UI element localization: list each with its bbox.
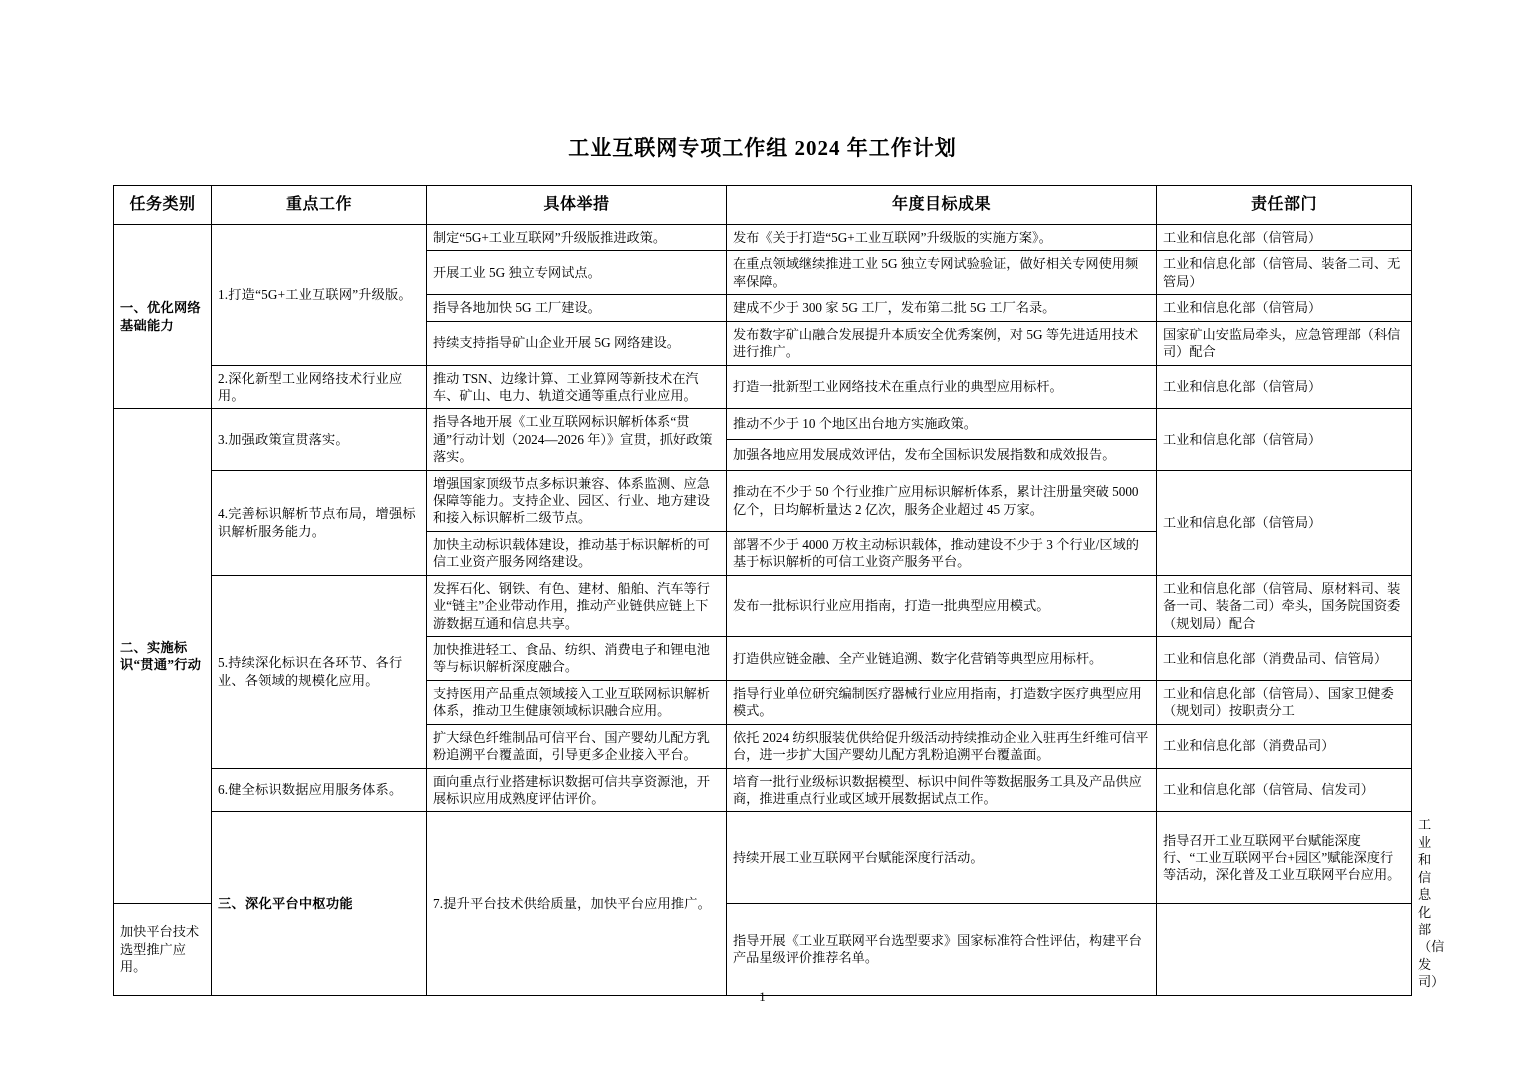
table-row — [114, 470, 1412, 531]
cell-goal: 建成不少于 300 家 5G 工厂，发布第二批 5G 工厂名录。 — [727, 295, 1157, 321]
cell-department: 工业和信息化部（信管局） — [1157, 470, 1412, 575]
page-title: 工业互联网专项工作组 2024 年工作计划 — [568, 136, 957, 160]
page-number: 1 — [759, 989, 766, 1004]
cell-key-work: 7.提升平台技术供给质量，加快平台应用推广。 — [427, 812, 727, 995]
cell-goal: 培育一批行业级标识数据模型、标识中间件等数据服务工具及产品供应商，推进重点行业或区域开展数据试点工作。 — [727, 768, 1157, 812]
column-header-goals: 年度目标成果 — [727, 186, 1157, 225]
cell-category: 二、实施标识“贯通”行动 — [114, 409, 212, 904]
column-header-department: 责任部门 — [1157, 186, 1412, 225]
cell-measure: 持续支持指导矿山企业开展 5G 网络建设。 — [427, 321, 727, 365]
cell-goal: 指导开展《工业互联网平台选型要求》国家标准符合性评估，构建平台产品星级评价推荐名单。 — [727, 904, 1157, 996]
cell-measure: 面向重点行业搭建标识数据可信共享资源池，开展标识应用成熟度评估评价。 — [427, 768, 727, 812]
cell-measure: 指导各地加快 5G 工厂建设。 — [427, 295, 727, 321]
column-header-measures: 具体举措 — [427, 186, 727, 225]
cell-goal: 加强各地应用发展成效评估，发布全国标识发展指数和成效报告。 — [727, 440, 1157, 471]
cell-goal: 打造供应链金融、全产业链追溯、数字化营销等典型应用标杆。 — [727, 637, 1157, 681]
cell-category: 三、深化平台中枢功能 — [212, 812, 427, 995]
cell-goal: 部署不少于 4000 万枚主动标识载体，推动建设不少于 3 个行业/区域的基于标识解析的可信工业资产服务平台。 — [727, 531, 1157, 575]
cell-key-work: 3.加强政策宣贯落实。 — [212, 409, 427, 470]
table-row — [114, 225, 1412, 251]
cell-measure: 指导各地开展《工业互联网标识解析体系“贯通”行动计划（2024—2026 年）》宣贯，抓好政策落实。 — [427, 409, 727, 470]
cell-measure: 持续开展工业互联网平台赋能深度行活动。 — [727, 812, 1157, 904]
cell-measure: 开展工业 5G 独立专网试点。 — [427, 251, 727, 295]
cell-key-work: 1.打造“5G+工业互联网”升级版。 — [212, 225, 427, 366]
cell-goal: 发布一批标识行业应用指南，打造一批典型应用模式。 — [727, 575, 1157, 636]
table-row — [114, 768, 1412, 812]
cell-goal: 在重点领域继续推进工业 5G 独立专网试验验证，做好相关专网使用频率保障。 — [727, 251, 1157, 295]
cell-category: 一、优化网络基础能力 — [114, 225, 212, 409]
table-row — [114, 409, 1412, 440]
cell-department: 工业和信息化部（信管局、原材料司、装备一司、装备二司）牵头，国务院国资委（规划局）配合 — [1157, 575, 1412, 636]
cell-measure: 加快推进轻工、食品、纺织、消费电子和锂电池等与标识解析深度融合。 — [427, 637, 727, 681]
cell-key-work: 4.完善标识解析节点布局，增强标识解析服务能力。 — [212, 470, 427, 575]
cell-key-work: 6.健全标识数据应用服务体系。 — [212, 768, 427, 812]
cell-department: 工业和信息化部（消费品司、信管局） — [1157, 637, 1412, 681]
cell-department: 工业和信息化部（信管局） — [1157, 409, 1412, 470]
cell-goal: 推动不少于 10 个地区出台地方实施政策。 — [727, 409, 1157, 440]
cell-measure: 增强国家顶级节点多标识兼容、体系监测、应急保障等能力。支持企业、园区、行业、地方建设和接入标识解析二级节点。 — [427, 470, 727, 531]
table-row — [114, 365, 1412, 409]
cell-key-work: 5.持续深化标识在各环节、各行业、各领域的规模化应用。 — [212, 575, 427, 768]
work-plan-table — [113, 185, 1445, 996]
cell-department: 工业和信息化部（信管局） — [1157, 365, 1412, 409]
cell-key-work: 2.深化新型工业网络技术行业应用。 — [212, 365, 427, 409]
cell-department: 工业和信息化部（信管局、装备二司、无管局） — [1157, 251, 1412, 295]
column-header-category: 任务类别 — [114, 186, 212, 225]
cell-measure: 加快主动标识载体建设，推动基于标识解析的可信工业资产服务网络建设。 — [427, 531, 727, 575]
cell-measure: 发挥石化、钢铁、有色、建材、船舶、汽车等行业“链主”企业带动作用，推动产业链供应链上下游数据互通和信息共享。 — [427, 575, 727, 636]
cell-goal: 打造一批新型工业网络技术在重点行业的典型应用标杆。 — [727, 365, 1157, 409]
cell-department: 工业和信息化部（信管局） — [1157, 295, 1412, 321]
cell-department: 工业和信息化部（信管局、信发司） — [1157, 768, 1412, 812]
cell-measure: 扩大绿色纤维制品可信平台、国产婴幼儿配方乳粉追溯平台覆盖面，引导更多企业接入平台。 — [427, 724, 727, 768]
table-row: 三、深化平台中枢功能 7.提升平台技术供给质量，加快平台应用推广。 持续开展工业互联网平台赋能深度行活动。 指导召开工业互联网平台赋能深度行、“工业互联网平台+园区”赋能深度行等活动，深化普及工业互联网平台应用。 工业和信息化部（信发司） — [114, 812, 1412, 904]
cell-department: 工业和信息化部（消费品司） — [1157, 724, 1412, 768]
table-row — [114, 575, 1412, 636]
cell-goal: 发布数字矿山融合发展提升本质安全优秀案例，对 5G 等先进适用技术进行推广。 — [727, 321, 1157, 365]
cell-goal: 依托 2024 纺织服装优供给促升级活动持续推动企业入驻再生纤维可信平台，进一步扩大国产婴幼儿配方乳粉追溯平台覆盖面。 — [727, 724, 1157, 768]
column-header-key-work: 重点工作 — [212, 186, 427, 225]
table-header-row — [114, 186, 1412, 225]
cell-department: 工业和信息化部（信管局） — [1157, 225, 1412, 251]
cell-goal: 指导行业单位研究编制医疗器械行业应用指南，打造数字医疗典型应用模式。 — [727, 680, 1157, 724]
cell-goal: 推动在不少于 50 个行业推广应用标识解析体系，累计注册量突破 5000 亿个，日均解析量达 2 亿次，服务企业超过 45 万家。 — [727, 470, 1157, 531]
cell-department: 国家矿山安监局牵头，应急管理部（科信司）配合 — [1157, 321, 1412, 365]
cell-measure: 制定“5G+工业互联网”升级版推进政策。 — [427, 225, 727, 251]
cell-goal: 指导召开工业互联网平台赋能深度行、“工业互联网平台+园区”赋能深度行等活动，深化普及工业互联网平台应用。 — [1157, 812, 1412, 904]
cell-measure: 加快平台技术选型推广应用。 — [114, 904, 212, 996]
cell-goal: 发布《关于打造“5G+工业互联网”升级版的实施方案》。 — [727, 225, 1157, 251]
cell-measure: 推动 TSN、边缘计算、工业算网等新技术在汽车、矿山、电力、轨道交通等重点行业应用。 — [427, 365, 727, 409]
cell-measure: 支持医用产品重点领域接入工业互联网标识解析体系，推动卫生健康领域标识融合应用。 — [427, 680, 727, 724]
cell-department: 工业和信息化部（信管局）、国家卫健委（规划司）按职责分工 — [1157, 680, 1412, 724]
